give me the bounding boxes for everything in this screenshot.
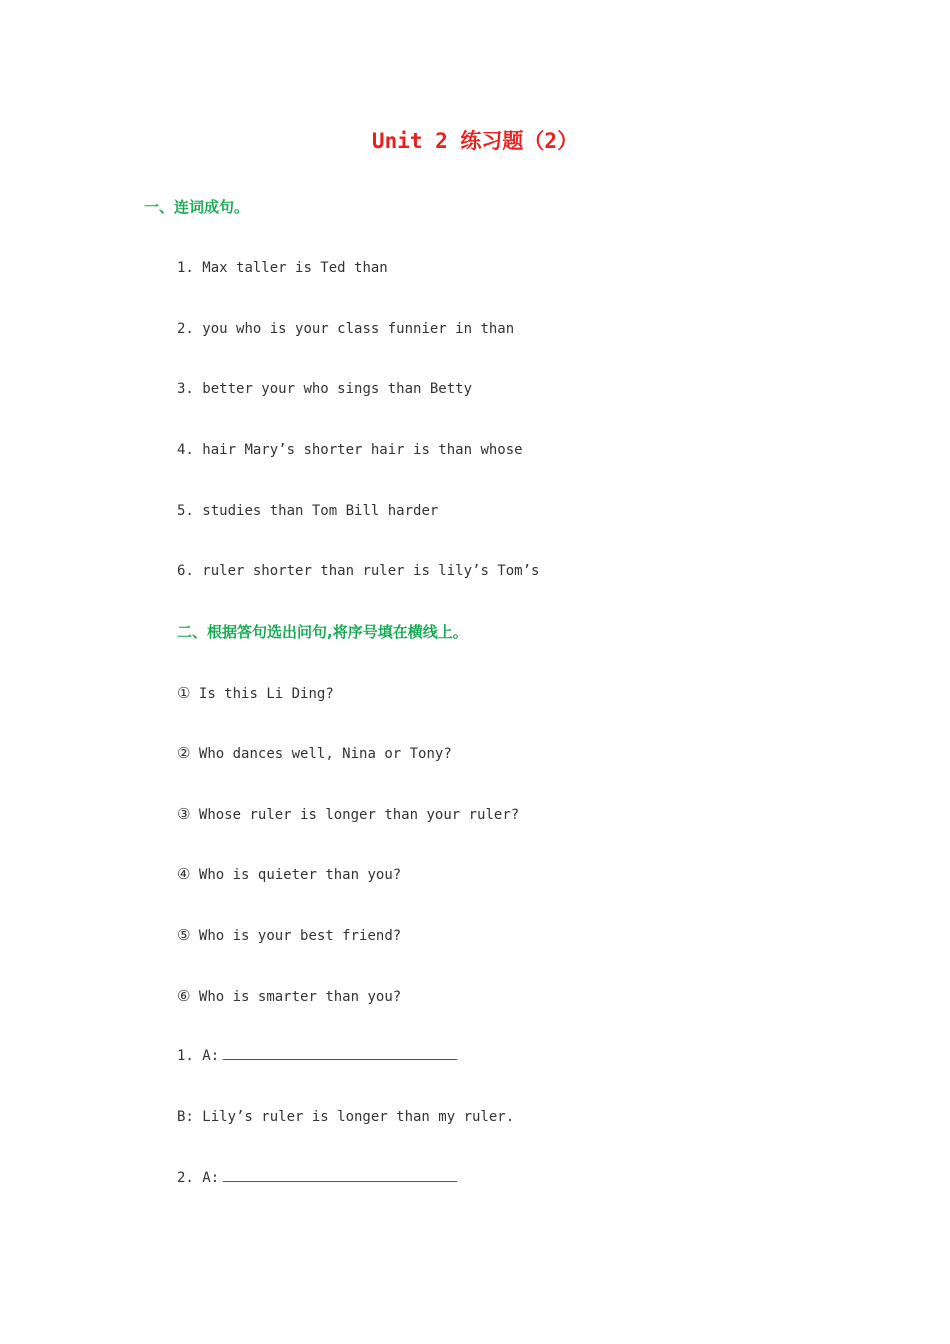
dialog-2-question [177, 1167, 457, 1189]
option-1 [177, 682, 334, 705]
item-number: 1. [177, 260, 194, 276]
option-5 [177, 924, 401, 947]
sentence-item-4 [177, 439, 523, 461]
option-text: Who is your best friend? [198, 928, 402, 944]
dialog-a-prefix: 1. A: [177, 1048, 220, 1064]
sentence-item-6 [177, 560, 539, 582]
sentence-item-1 [177, 257, 388, 279]
item-number: 3. [177, 381, 194, 397]
option-text: Is this Li Ding? [198, 686, 334, 702]
option-text: Who dances well, Nina or Tony? [198, 746, 452, 762]
item-number: 5. [177, 503, 194, 519]
item-text: Max taller is Ted than [202, 260, 388, 276]
option-mark: ③ [177, 805, 191, 823]
answer-blank-1[interactable] [223, 1045, 457, 1060]
dialog-1-question [177, 1045, 457, 1067]
item-text: studies than Tom Bill harder [202, 503, 439, 519]
option-mark: ⑥ [177, 987, 191, 1005]
dialog-a-prefix: 2. A: [177, 1170, 220, 1186]
section-1-heading: 一、连词成句。 [144, 198, 250, 216]
option-text: Who is smarter than you? [198, 989, 402, 1005]
option-3 [177, 803, 519, 826]
sentence-item-3 [177, 378, 472, 400]
item-number: 4. [177, 442, 194, 458]
option-text: Who is quieter than you? [198, 867, 402, 883]
item-text: you who is your class funnier in than [202, 321, 515, 337]
item-text: better your who sings than Betty [202, 381, 473, 397]
section-2-heading: 二、根据答句选出问句,将序号填在横线上。 [177, 623, 468, 641]
item-number: 6. [177, 563, 194, 579]
dialog-1-answer: B: Lily’s ruler is longer than my ruler. [177, 1109, 515, 1125]
option-text: Whose ruler is longer than your ruler? [198, 807, 520, 823]
item-text: hair Mary’s shorter hair is than whose [202, 442, 523, 458]
option-6 [177, 985, 401, 1008]
option-mark: ② [177, 744, 191, 762]
option-mark: ⑤ [177, 926, 191, 944]
option-4 [177, 863, 401, 886]
sentence-item-5 [177, 500, 438, 522]
page-title: Unit 2 练习题（2） [371, 129, 579, 153]
option-mark: ① [177, 684, 191, 702]
sentence-item-2 [177, 318, 514, 340]
item-text: ruler shorter than ruler is lily’s Tom’s [202, 563, 540, 579]
option-mark: ④ [177, 865, 191, 883]
option-2 [177, 742, 452, 765]
answer-blank-2[interactable] [223, 1167, 457, 1182]
item-number: 2. [177, 321, 194, 337]
